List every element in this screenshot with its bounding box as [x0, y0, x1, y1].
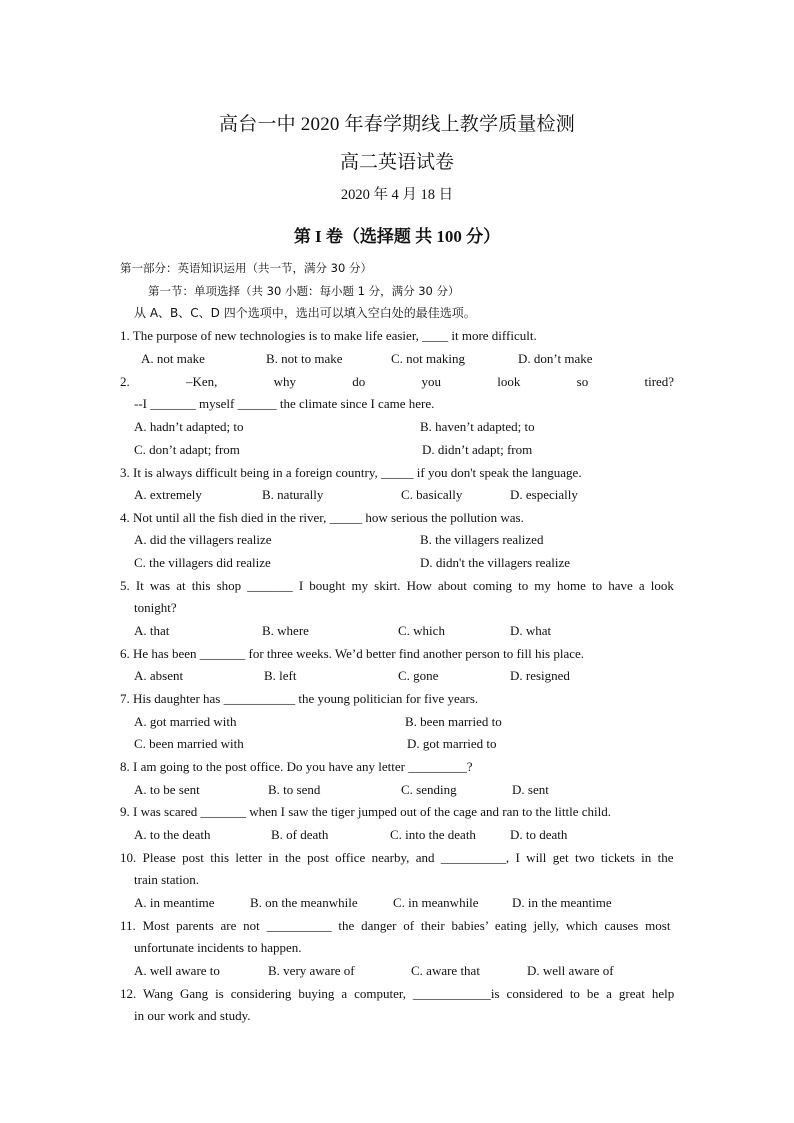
exam-date: 2020 年 4 月 18 日: [340, 187, 454, 203]
question-stem: 3. It is always difficult being in a foreign country, _____ if you don't speak the language.: [120, 465, 582, 480]
question-stem: 11. Most parents are not __________ the danger of their babies’ eating jelly, which causes most: [120, 918, 671, 933]
option-d: D. to death: [510, 827, 568, 842]
option-b: B. of death: [271, 827, 329, 842]
option-d: D. didn't the villagers realize: [420, 555, 570, 570]
question-stem-cont: unfortunate incidents to happen.: [134, 940, 302, 955]
question-stem: 10. Please post this letter in the post office nearby, and __________, I will get two tickets in the: [120, 850, 674, 865]
option-c: C. sending: [401, 782, 457, 797]
option-c: C. don’t adapt; from: [134, 442, 240, 457]
option-a: A. that: [134, 623, 170, 638]
option-c: C. been married with: [134, 736, 244, 751]
question-stem: 2. –Ken, why do you look so tired?: [120, 374, 675, 389]
option-c: C. the villagers did realize: [134, 555, 271, 570]
question-stem-cont: in our work and study.: [134, 1008, 251, 1023]
option-d: D. especially: [510, 487, 578, 502]
question-stem: 4. Not until all the fish died in the river, _____ how serious the pollution was.: [120, 510, 524, 525]
option-c: C. gone: [398, 668, 439, 683]
option-d: D. don’t make: [518, 351, 593, 366]
option-a: A. not make: [141, 351, 205, 366]
part-heading: 第一部分：英语知识运用（共一节，满分 30 分）: [120, 261, 372, 275]
section-heading: 第一节：单项选择（共 30 小题：每小题 1 分，满分 30 分）: [148, 284, 460, 298]
question-stem-cont: train station.: [134, 872, 199, 887]
instruction-text: 从 A、B、C、D 四个选项中，选出可以填入空白处的最佳选项。: [134, 306, 476, 320]
question-stem: 5. It was at this shop _______ I bought my skirt. How about coming to my home to have a look: [120, 578, 674, 593]
option-b: B. been married to: [405, 714, 502, 729]
option-d: D. resigned: [510, 668, 570, 683]
option-d: D. didn’t adapt; from: [422, 442, 533, 457]
question-stem: 7. His daughter has ___________ the young politician for five years.: [120, 691, 479, 706]
question-stem: 6. He has been _______ for three weeks. We’d better find another person to fill his place.: [120, 646, 585, 661]
option-a: A. absent: [134, 668, 184, 683]
option-b: B. naturally: [262, 487, 324, 502]
question-stem-cont: tonight?: [134, 600, 177, 615]
option-d: D. got married to: [407, 736, 497, 751]
option-a: A. did the villagers realize: [134, 532, 272, 547]
option-b: B. not to make: [266, 351, 343, 366]
option-b: B. the villagers realized: [420, 532, 544, 547]
option-c: C. basically: [401, 487, 463, 502]
question-stem: 8. I am going to the post office. Do you have any letter _________?: [120, 759, 473, 774]
option-d: D. what: [510, 623, 552, 638]
option-b: B. to send: [268, 782, 321, 797]
option-b: B. on the meanwhile: [250, 895, 358, 910]
question-stem: 12. Wang Gang is considering buying a computer, ____________is considered to be a great help: [120, 986, 675, 1001]
exam-title: 高台一中 2020 年春学期线上教学质量检测: [219, 114, 575, 135]
question-stem: 1. The purpose of new technologies is to make life easier, ____ it more difficult.: [120, 328, 537, 343]
option-a: A. in meantime: [134, 895, 215, 910]
question-stem-cont: --I _______ myself ______ the climate since I came here.: [134, 396, 435, 411]
option-b: B. haven’t adapted; to: [420, 419, 535, 434]
option-d: D. in the meantime: [512, 895, 612, 910]
exam-subtitle: 高二英语试卷: [339, 152, 454, 173]
option-b: B. very aware of: [268, 963, 355, 978]
option-a: A. got married with: [134, 714, 237, 729]
option-d: D. sent: [512, 782, 549, 797]
option-c: C. aware that: [411, 963, 480, 978]
option-c: C. in meanwhile: [393, 895, 479, 910]
option-a: A. extremely: [134, 487, 202, 502]
question-stem: 9. I was scared _______ when I saw the tiger jumped out of the cage and ran to the little child.: [120, 804, 611, 819]
option-a: A. well aware to: [134, 963, 220, 978]
option-c: C. into the death: [390, 827, 476, 842]
option-d: D. well aware of: [527, 963, 614, 978]
option-a: A. to the death: [134, 827, 211, 842]
option-c: C. not making: [391, 351, 466, 366]
option-a: A. to be sent: [134, 782, 200, 797]
option-c: C. which: [398, 623, 445, 638]
option-b: B. left: [264, 668, 297, 683]
option-b: B. where: [262, 623, 309, 638]
volume-heading: 第 I 卷（选择题 共 100 分）: [293, 227, 501, 246]
option-a: A. hadn’t adapted; to: [134, 419, 244, 434]
